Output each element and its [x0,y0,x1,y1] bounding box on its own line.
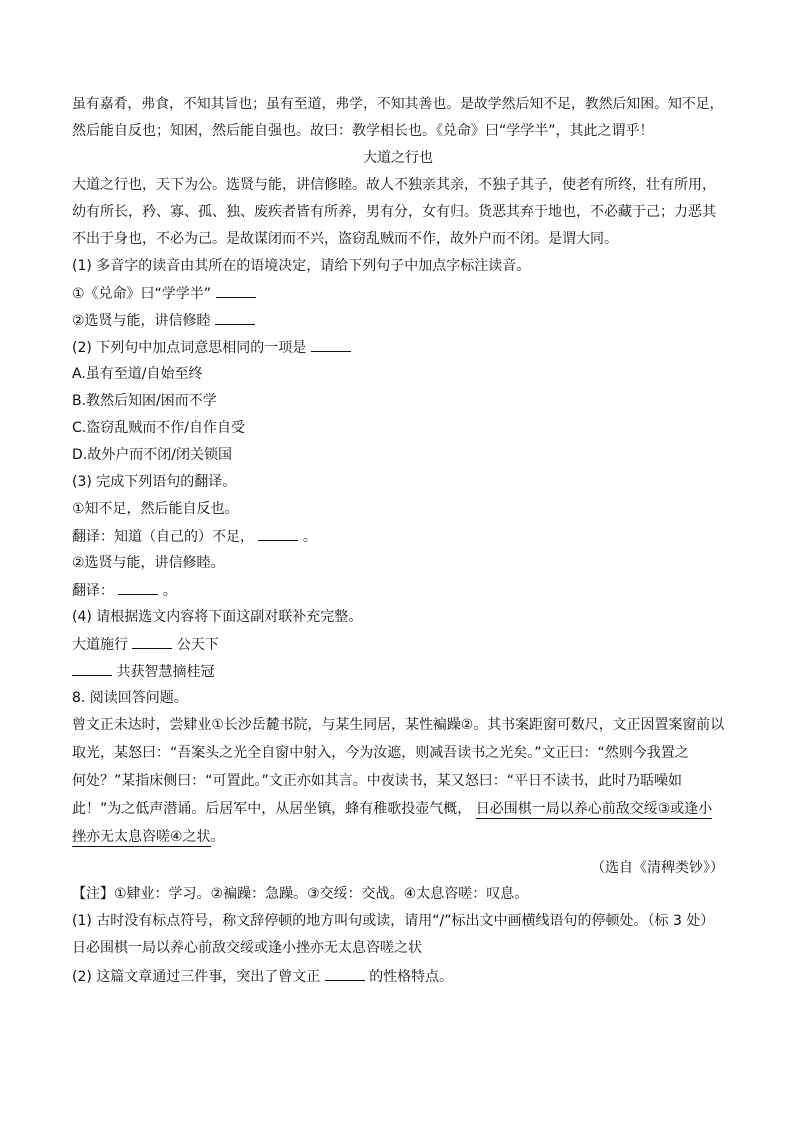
q2-option-c: C.盗窃乱贼而不作/自作自受 [72,420,245,436]
q1-item-1 [72,283,724,304]
answer-blank[interactable] [132,634,172,649]
q8-sub1-sentence: 日必围棋一局以养心前敌交绥或逢小挫亦无太息咨嗟之状 [72,940,422,956]
annotation-note: 【注】①肄业：学习。②褊躁：急躁。③交绥：交战。④太息咨嗟：叹息。 [72,886,529,902]
couplet-line-1-suffix: 公天下 [176,637,219,653]
answer-blank[interactable] [258,526,298,541]
q3-translation-1 [72,526,724,547]
q1-item-1-text: ①《兑命》曰“学学半” [72,286,212,302]
q2-option-b: B.教然后知困/困而不学 [72,393,217,409]
passage-b-line-1: 大道之行也，天下为公。选贤与能，讲信修睦。故人不独亲其亲，不独子其子，使老有所终，壮有所用， [72,177,716,193]
q8-heading: 8. 阅读回答问题。 [72,690,188,706]
q8-passage-line-2: 取光，某怒曰：“吾案头之光全自窗中射入，今为汝遮，则减吾读书之光矣。”文正曰：“然则今我置之 [72,745,689,761]
q8-sub1-stem: (1) 古时没有标点符号，称文辞停顿的地方叫句或读，请用“/”标出文中画横线语句的停顿处。（标 3 处） [72,913,715,929]
couplet-line-2 [72,661,724,682]
q1-item-2 [72,310,724,331]
source-citation: （选自《清稗类钞》） [591,860,724,876]
q8-sub2-prefix: (2) 这篇文章通过三件事，突出了曾文正 [72,969,321,985]
answer-blank[interactable] [325,966,365,981]
q8-passage-line-3: 何处？”某指床侧曰：“可置此。”文正亦如其言。中夜读书，某又怒曰：“平日不读书，此时乃聒噪如 [72,773,683,789]
q8-passage-line-1: 曾文正未达时，尝肄业①长沙岳麓书院，与某生同居，某性褊躁②。其书案距窗可数尺，文正因置案窗前以 [72,717,725,733]
couplet-line-2-suffix: 共获智慧摘桂冠 [116,664,215,680]
q2-option-d: D.故外户而不闭/闭关锁国 [72,447,232,463]
q3-translation-1-prefix: 翻译：知道（自己的）不足， [72,529,254,545]
q8-sub2 [72,966,724,987]
q2-stem: (2) 下列句中加点词意思相同的一项是 [72,340,307,356]
passage-b-line-3: 不出于身也，不必为己。是故谋闭而不兴，盗窃乱贼而不作，故外户而不闭。是谓大同。 [72,231,618,247]
q3-translation-2-prefix: 翻译： [72,583,114,599]
q1-stem: (1) 多音字的读音由其所在的语境决定，请给下列句子中加点字标注读音。 [72,258,531,274]
q2-option-a: A.虽有至道/自始至终 [72,366,203,382]
q8-line-4-plain: 此！”为之低声潜诵。后居军中，从居坐镇，蜂有稚歌投壶气概， [72,801,472,817]
passage-b-line-2: 幼有所长，矜、寡、孤、独、废疾者皆有所养，男有分，女有归。货恶其弃于地也，不必藏于己；力恶其 [72,204,716,220]
q8-passage-line-4 [72,799,724,819]
q3-stem: (3) 完成下列语句的翻译。 [72,474,237,490]
answer-blank[interactable] [215,310,255,325]
answer-blank[interactable] [216,283,256,298]
couplet-line-1-prefix: 大道施行 [72,637,128,653]
underlined-sentence-part-1: 日必围棋一局以养心前敌交绥③或逢小 [475,801,713,817]
couplet-line-1 [72,634,724,655]
underlined-sentence-part-2: 挫亦无太息咨嗟④之状 [72,829,211,845]
passage-a-line-2: 然后能自反也；知困，然后能自强也。故曰：教学相长也。《兑命》曰“学学半”，其此之谓乎！ [72,123,654,139]
q8-line-5-suffix: 。 [210,829,225,845]
q1-item-2-text: ②选贤与能，讲信修睦 [72,313,211,329]
passage-b-title: 大道之行也 [363,150,433,166]
q8-passage-line-5 [72,827,724,847]
answer-blank[interactable] [311,337,351,352]
answer-blank[interactable] [118,580,158,595]
q8-sub2-suffix: 的性格特点。 [369,969,454,985]
q3-translation-2 [72,580,724,601]
q3-sentence-2: ②选贤与能，讲信修睦。 [72,555,225,571]
q3-translation-1-suffix: 。 [302,529,317,545]
q3-sentence-1: ①知不足，然后能自反也。 [72,501,239,517]
answer-blank[interactable] [72,661,112,676]
q3-translation-2-suffix: 。 [162,583,177,599]
q2-stem-line [72,337,724,358]
passage-a-line-1: 虽有嘉肴，弗食，不知其旨也；虽有至道，弗学，不知其善也。是故学然后知不足，教然后知困。知不足， [72,96,724,112]
q4-stem: (4) 请根据选文内容将下面这副对联补充完整。 [72,609,363,625]
